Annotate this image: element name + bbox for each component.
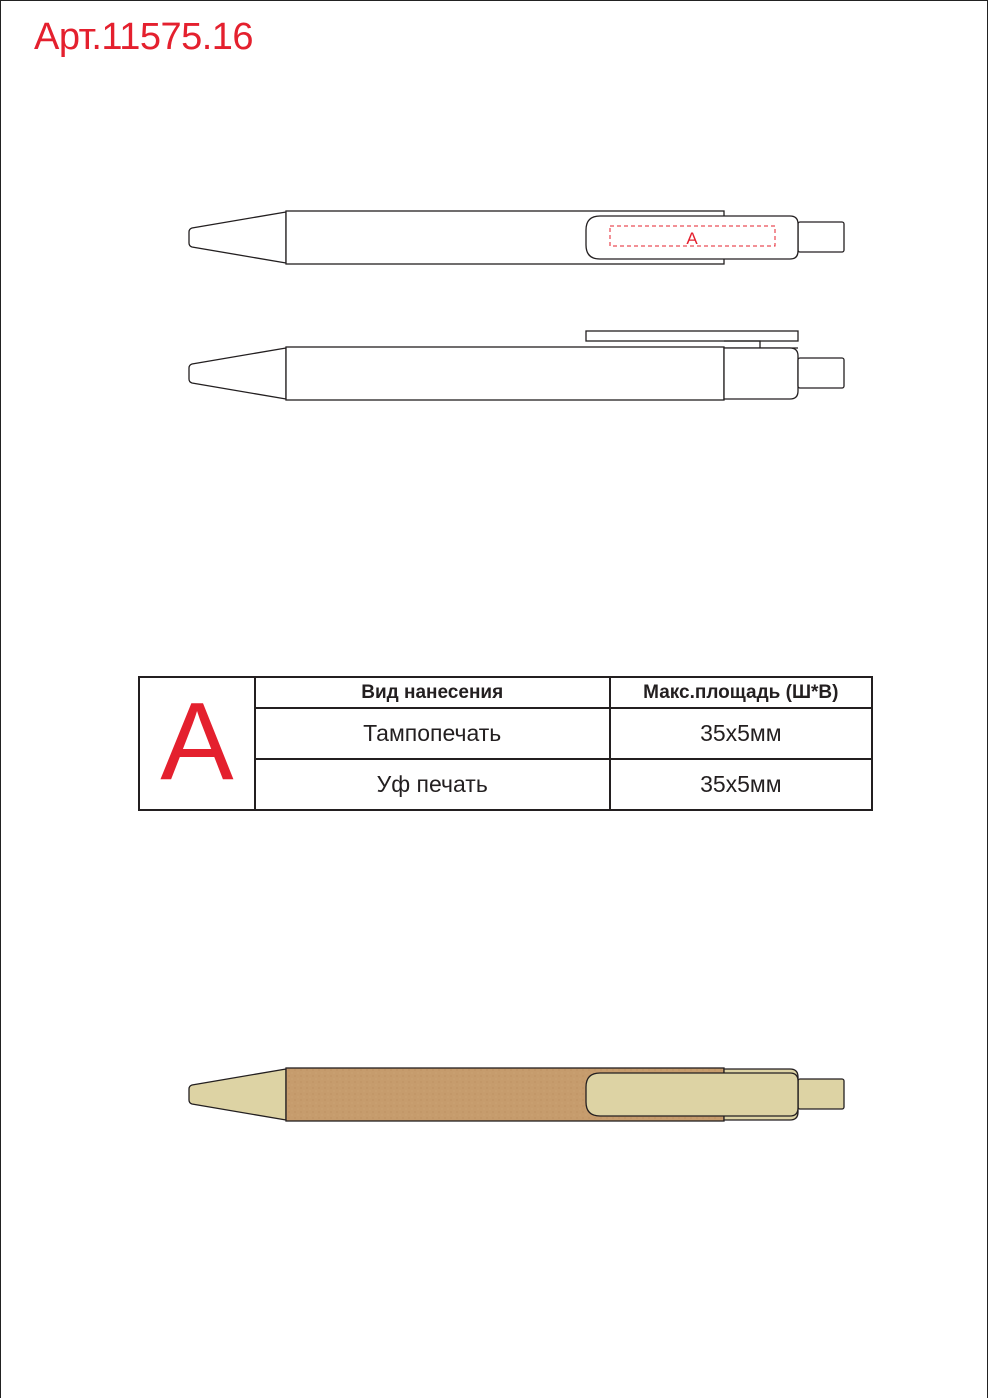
pen-side-end: [724, 348, 798, 399]
cell-area: 35х5мм: [610, 759, 872, 810]
zone-cell: [139, 677, 255, 810]
pen-color-view: [189, 1068, 844, 1121]
cell-method: Уф печать: [255, 759, 610, 810]
pen-color-clip: [586, 1073, 798, 1116]
header-area: Макс.площадь (Ш*В): [610, 677, 872, 708]
article-title: Арт.11575.16: [34, 16, 254, 58]
pen-front-view: [189, 211, 844, 264]
pen-color-plunger: [798, 1079, 844, 1109]
pen-side-clip-bar: [586, 331, 798, 341]
pen-side-barrel: [286, 347, 724, 400]
pen-side-tip: [189, 348, 286, 399]
spec-table-wrap: [138, 676, 873, 811]
print-zone-label: A: [686, 229, 698, 248]
pen-side-clip-link: [724, 341, 798, 348]
pen-plunger: [798, 222, 844, 252]
header-method: Вид нанесения: [255, 677, 610, 708]
cell-area: 35х5мм: [610, 708, 872, 759]
zone-letter: A: [160, 679, 234, 803]
pen-side-view: [189, 331, 844, 400]
pen-color-tip: [189, 1069, 286, 1120]
spec-table: [138, 676, 873, 811]
pen-side-plunger: [798, 358, 844, 388]
cell-method: Тампопечать: [255, 708, 610, 759]
pen-tip: [189, 212, 286, 263]
table-header-row: [139, 677, 872, 708]
